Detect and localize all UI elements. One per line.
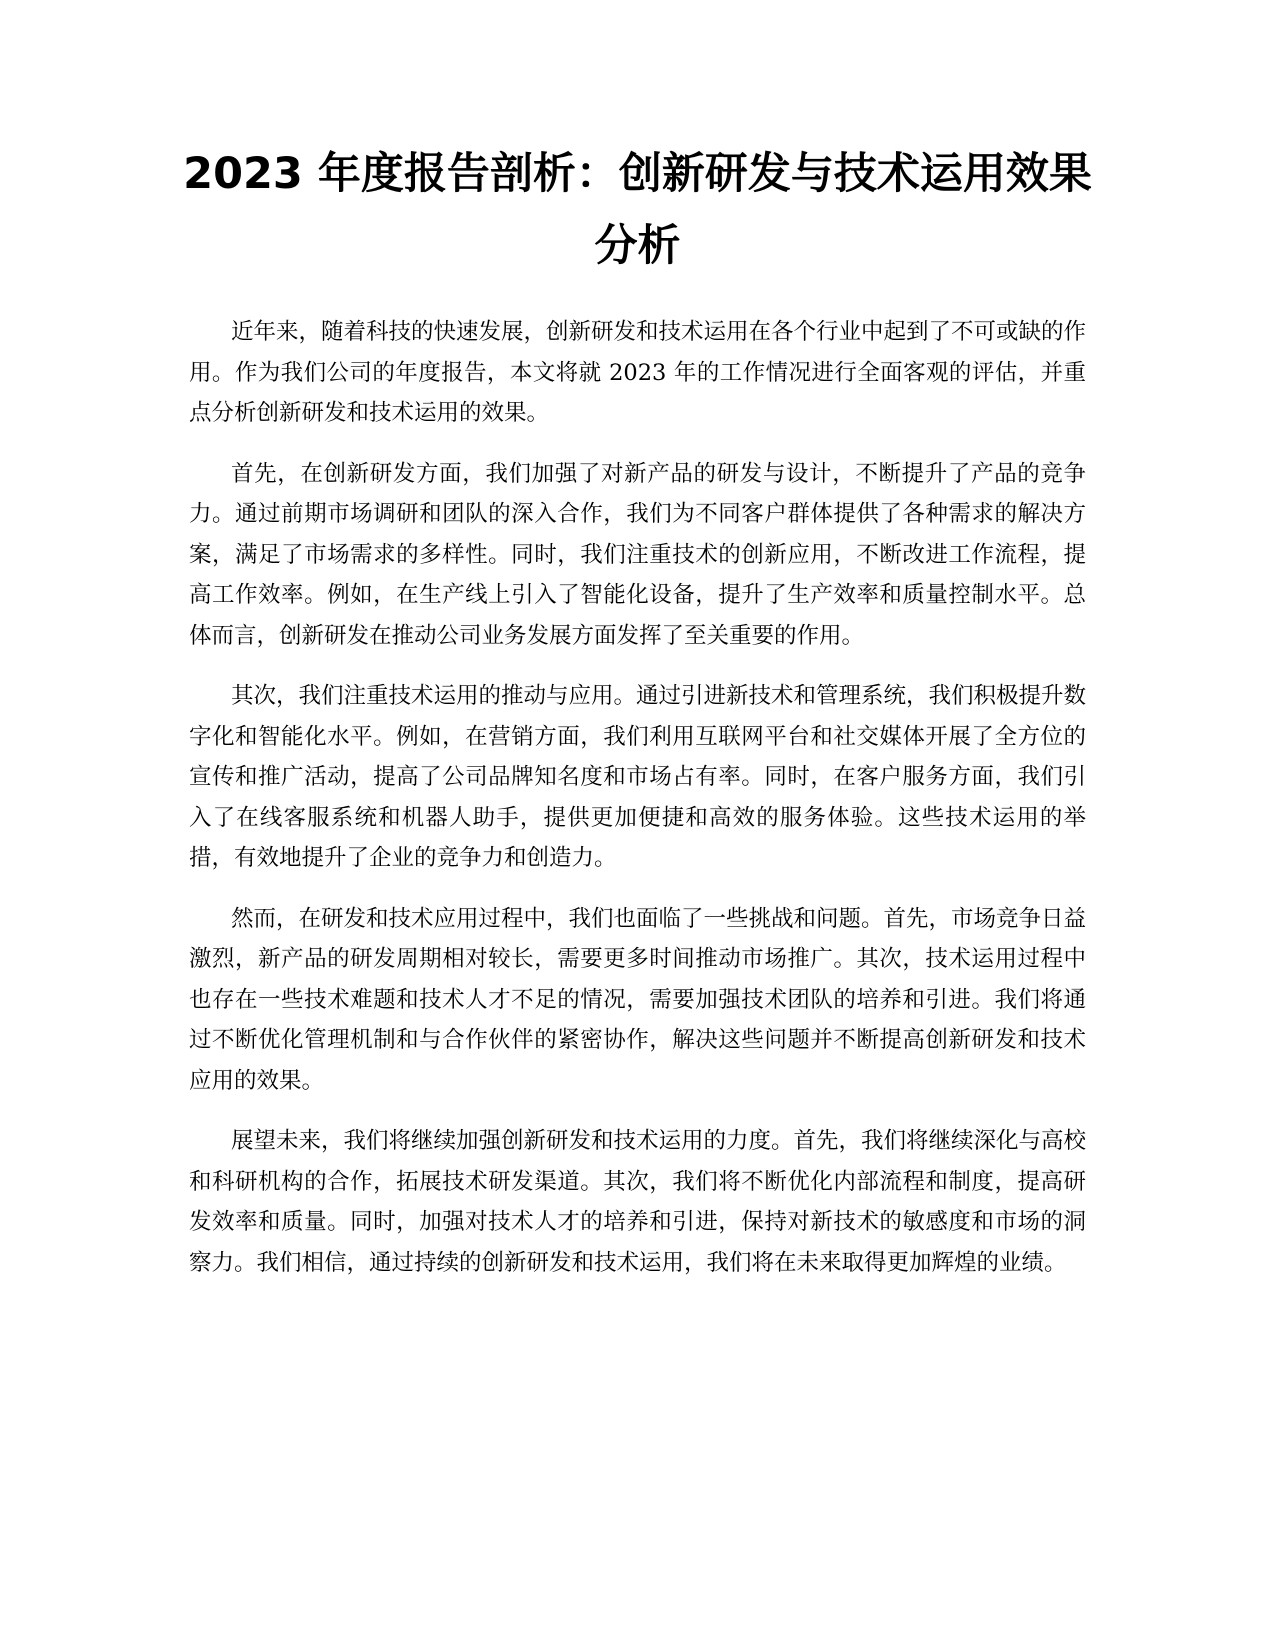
paragraph-intro: 近年来，随着科技的快速发展，创新研发和技术运用在各个行业中起到了不可或缺的作用。作为我们公司的年度报告，本文将就 2023 年的工作情况进行全面客观的评估，并重点分析创新研发和技术运用的效果。 xyxy=(189,319,1087,426)
document-body xyxy=(189,312,1086,1303)
document-title: 2023 年度报告剖析：创新研发与技术运用效果分析 xyxy=(183,149,1092,271)
paragraph-innovation-rd: 首先，在创新研发方面，我们加强了对新产品的研发与设计，不断提升了产品的竞争力。通过前期市场调研和团队的深入合作，我们为不同客户群体提供了各种需求的解决方案，满足了市场需求的多样性。同时，我们注重技术的创新应用，不断改进工作流程，提高工作效率。例如，在生产线上引入了智能化设备，提升了生产效率和质量控制水平。总体而言，创新研发在推动公司业务发展方面发挥了至关重要的作用。 xyxy=(189,460,1086,649)
paragraph-challenges: 然而，在研发和技术应用过程中，我们也面临了一些挑战和问题。首先，市场竞争日益激烈，新产品的研发周期相对较长，需要更多时间推动市场推广。其次，技术运用过程中也存在一些技术难题和技术人才不足的情况，需要加强技术团队的培养和引进。我们将通过不断优化管理机制和与合作伙伴的紧密协作，解决这些问题并不断提高创新研发和技术应用的效果。 xyxy=(189,905,1087,1094)
paragraph-technology-application: 其次，我们注重技术运用的推动与应用。通过引进新技术和管理系统，我们积极提升数字化和智能化水平。例如，在营销方面，我们利用互联网平台和社交媒体开展了全方位的宣传和推广活动，提高了公司品牌知名度和市场占有率。同时，在客户服务方面，我们引入了在线客服系统和机器人助手，提供更加便捷和高效的服务体验。这些技术运用的举措，有效地提升了企业的竞争力和创造力。 xyxy=(189,683,1087,871)
paragraph-outlook: 展望未来，我们将继续加强创新研发和技术运用的力度。首先，我们将继续深化与高校和科研机构的合作，拓展技术研发渠道。其次，我们将不断优化内部流程和制度，提高研发效率和质量。同时，加强对技术人才的培养和引进，保持对新技术的敏感度和市场的洞察力。我们相信，通过持续的创新研发和技术运用，我们将在未来取得更加辉煌的业绩。 xyxy=(189,1128,1087,1276)
